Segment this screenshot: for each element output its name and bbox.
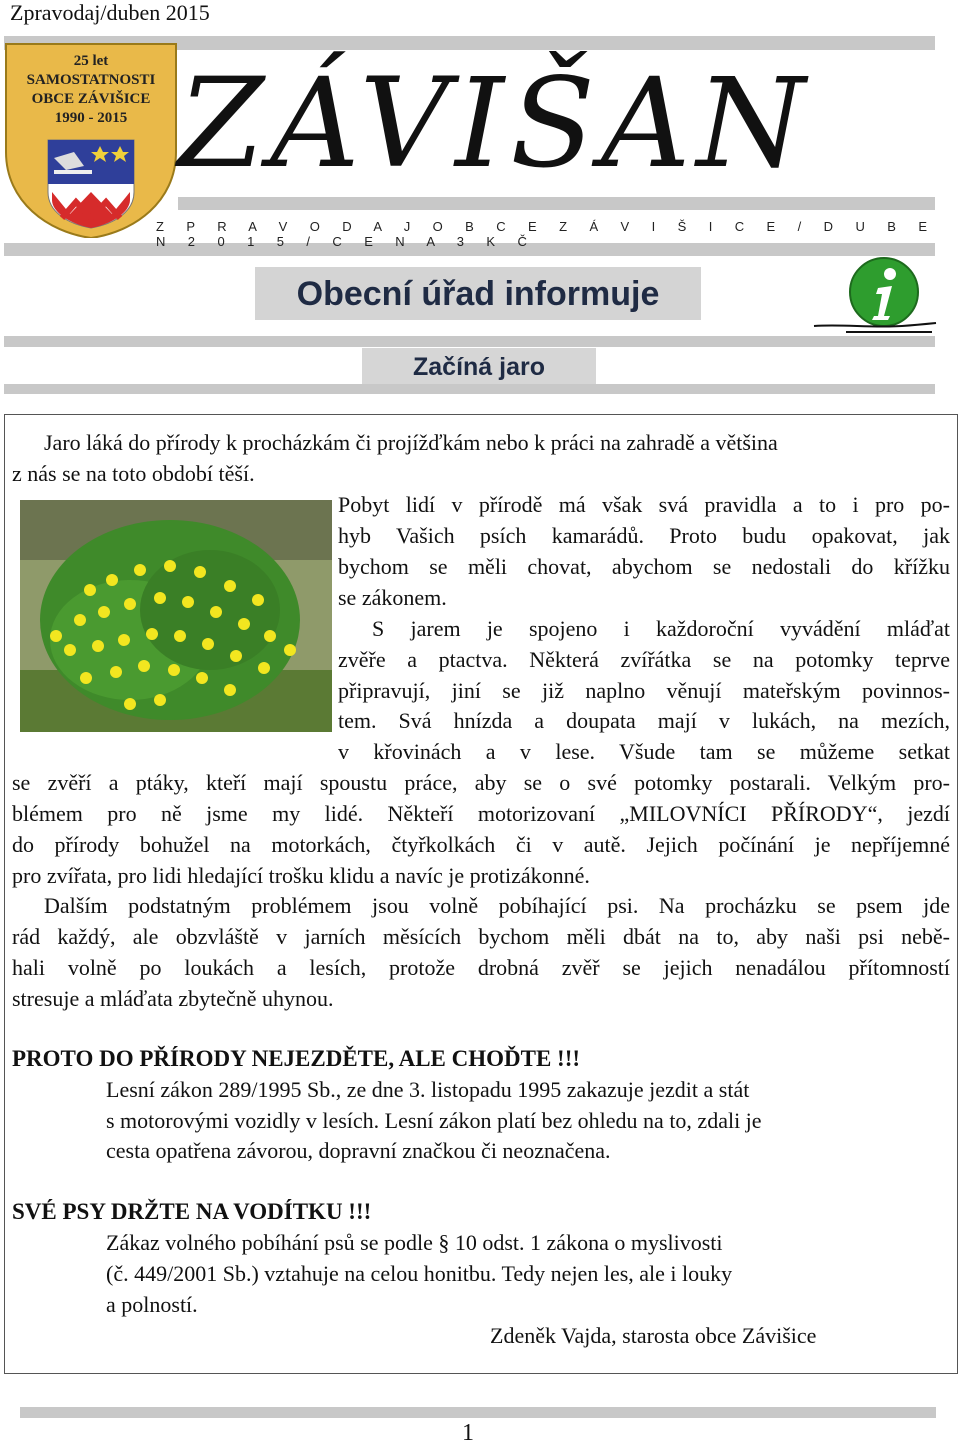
article-line: hyb Vašich psích kamarádů. Proto budu opakovat, jak bbox=[338, 523, 950, 548]
footer-band bbox=[20, 1407, 936, 1418]
warning-heading-dogs: SVÉ PSY DRŽTE NA VODÍTKU !!! bbox=[12, 1199, 372, 1224]
article-line: bychom se měli chovat, abychom se nedostali do křížku bbox=[338, 554, 950, 579]
crest-emblem bbox=[4, 42, 178, 238]
crest-text-line-2: SAMOSTATNOSTI bbox=[26, 72, 156, 88]
masthead-title: ZÁVIŠAN bbox=[178, 52, 812, 196]
flower-photo bbox=[20, 500, 332, 732]
section-band bbox=[4, 336, 935, 347]
subsection-band bbox=[4, 384, 935, 394]
masthead-band-middle bbox=[178, 197, 935, 210]
law-text-line: (č. 449/2001 Sb.) vztahuje na celou honitbu. Tedy nejen les, ale i louky bbox=[106, 1261, 733, 1286]
section-title: Obecní úřad informuje bbox=[255, 267, 701, 320]
article-line: tem. Svá hnízda a doupata mají v lukách, na mezích, bbox=[338, 708, 950, 733]
article-line: se zvěří a ptáky, kteří mají spoustu práce, aby se o své potomky postarali. Velkým pro- bbox=[12, 770, 950, 795]
article-line: stresuje a mláďata zbytečně uhynou. bbox=[12, 986, 334, 1011]
article-line: pro zvířata, pro lidi hledající trošku klidu a navíc je protizákonné. bbox=[12, 863, 590, 888]
article-line: Pobyt lidí v přírodě má však svá pravidla a to i pro po- bbox=[338, 492, 950, 517]
article-line: S jarem je spojeno i každoroční vyvádění mláďat bbox=[372, 616, 950, 641]
law-text-line: s motorovými vozidly v lesích. Lesní zákon platí bez ohledu na to, zdali je bbox=[106, 1108, 762, 1133]
crest-text-line-1: 25 let bbox=[73, 53, 109, 69]
masthead-subtitle: Z P R A V O D A J O B C E Z Á V I Š I C E / D U B E N 2 0 1 5 / C E N A 3 K Č bbox=[156, 219, 937, 249]
article-line: Dalším podstatným problémem jsou volně pobíhající psi. Na procházku se psem jde bbox=[44, 893, 950, 918]
law-text-line: cesta opatřena závorou, dopravní značkou či neoznačena. bbox=[106, 1138, 611, 1163]
crest-text-line-4: 1990 - 2015 bbox=[54, 110, 128, 126]
article-line: do přírody bohužel na motorkách, čtyřkolkách či v autě. Jejich počínání je nepříjemné bbox=[12, 832, 950, 857]
article-line: hali volně po loukách a lesích, protože drobná zvěř se jejich nenadálou přítomností bbox=[12, 955, 950, 980]
article-line: rád každý, ale obzvláště v jarních měsících bychom měli dbát na to, aby naši psi nebě- bbox=[12, 924, 950, 949]
running-head: Zpravodaj/duben 2015 bbox=[10, 0, 210, 25]
law-text-line: a polností. bbox=[106, 1292, 198, 1317]
law-text-line: Zákaz volného pobíhání psů se podle § 10 odst. 1 zákona o myslivosti bbox=[106, 1230, 723, 1255]
crest-text-line-3: OBCE ZÁVIŠICE bbox=[31, 91, 151, 107]
article-line: Jaro láká do přírody k procházkám či projížďkám nebo k práci na zahradě a většina bbox=[44, 430, 778, 455]
signature: Zdeněk Vajda, starosta obce Závišice bbox=[490, 1323, 817, 1348]
article-line: připravují, jiní se již naplno věnují mateřským povinnos- bbox=[338, 678, 950, 703]
article-line: blémem pro ně jsme my lidé. Někteří motorizovaní „MILOVNÍCI PŘÍRODY“, jezdí bbox=[12, 801, 950, 826]
subsection-title: Začíná jaro bbox=[362, 348, 596, 384]
law-text-line: Lesní zákon 289/1995 Sb., ze dne 3. listopadu 1995 zakazuje jezdit a stát bbox=[106, 1077, 750, 1102]
article-line: zvěře a ptactva. Některá zvířátka se na potomky teprve bbox=[338, 647, 950, 672]
article-line: v křovinách a v lese. Všude tam se můžeme setkat bbox=[338, 739, 950, 764]
article-line: z nás se na toto období těší. bbox=[12, 461, 255, 486]
warning-heading-driving: PROTO DO PŘÍRODY NEJEZDĚTE, ALE CHOĎTE !!! bbox=[12, 1046, 581, 1071]
info-icon bbox=[812, 254, 938, 338]
page-number: 1 bbox=[462, 1420, 474, 1446]
article-line: se zákonem. bbox=[338, 585, 447, 610]
